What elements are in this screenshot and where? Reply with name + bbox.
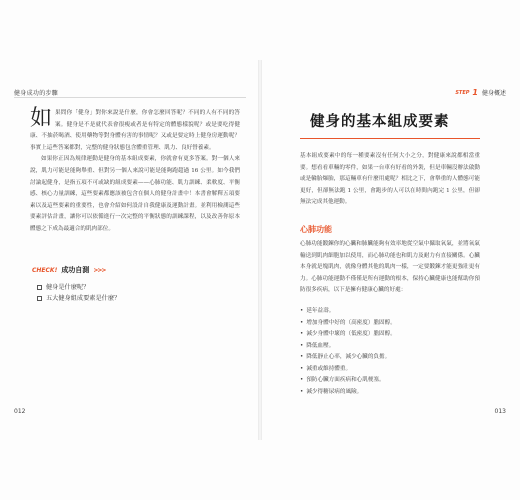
list-item bbox=[300, 352, 480, 364]
check-box bbox=[32, 265, 232, 304]
list-item bbox=[300, 387, 480, 399]
list-item-text: 減少身體中壞的（低密度）膽固醇。 bbox=[306, 331, 396, 337]
paragraph-2: 如果你正因為規律運動是健身的基本組成要素，你就會有更多答案。對一個人來說，肌力可能是能夠舉重、但對另一個人來說可能是能夠跑超過 16 公里。如今我們討論起健身，是指五項不可或缺的組成要素——心肺功能、肌力訓練、柔軟度、平衡感、核心力量訓練，這些要素都應該被包含在個人的健身計畫中！本書會解釋五項要素以及這些要素的重要性，也會介紹如何設計自我健康及運動計畫。並利用檢測這些要素評估計畫，讓你可以依循進行一次完整的平衡狀態的訓練課程，以及改善你原本體態之下成為最適合的肌肉部位。 bbox=[30, 156, 240, 232]
intro-paragraph bbox=[30, 108, 240, 154]
list-item-text: 延年益壽。 bbox=[306, 308, 335, 314]
page-number-right: 013 bbox=[494, 408, 506, 415]
page-number-left: 012 bbox=[14, 408, 26, 415]
check-word: CHECK! bbox=[32, 266, 58, 274]
list-item bbox=[300, 318, 480, 330]
check-item bbox=[37, 282, 232, 293]
checkbox-icon bbox=[37, 296, 42, 301]
running-head-left: 健身成功的步驟 bbox=[14, 90, 59, 97]
drop-cap: 如 bbox=[30, 106, 53, 131]
paragraph-1: 果問你「健身」對你來說是什麼，你會怎麼回答呢？不同的人有不同的答案。健身是不是就代表會很瘦或者是有特定的體態樣貌呢？或是要吃得健康、不抽菸喝酒、使用藥物等對身體有害的事情呢？又或是要定時上健身房運動呢？事實上這些答案都對，完整的健身狀態包含體重管理、肌力、良好營養素。 bbox=[30, 110, 240, 151]
cardio-text: 心肺功能鍛鍊你的心臟和肺臟能夠有效率地從空氣中攝取氧氣，並將氧氣輸送到肌肉細胞加以使用，而心肺功能也和肌力及耐力有直接關係。心臟本身就是塊肌肉，就像身體其他的肌肉一樣，一定要鍛鍊才能更強壯更有力。心肺功能運動不僅僅是所有運動的根本，保持心臟健康也能幫助你預防很多疾病，以下是擁有健康心臟的好處： bbox=[300, 241, 480, 294]
check-item-text: 五大健身組成要素是什麼？ bbox=[46, 295, 121, 302]
section-title: 健身的基本組成要素 bbox=[310, 113, 450, 130]
subsection-title: 心肺功能 bbox=[300, 225, 332, 234]
chevrons-icon: >>> bbox=[93, 266, 106, 274]
checkbox-icon bbox=[37, 285, 42, 290]
left-body-text bbox=[30, 108, 240, 236]
check-title bbox=[32, 265, 232, 275]
list-item bbox=[300, 329, 480, 341]
list-item-text: 預防心臟方面疾病和心肌梗塞。 bbox=[306, 377, 385, 383]
step-word: STEP bbox=[455, 89, 470, 96]
list-item-text: 減重或維持體重。 bbox=[306, 365, 352, 372]
list-item-text: 降低血壓。 bbox=[306, 342, 335, 349]
bullet-icon: • bbox=[300, 365, 304, 372]
step-number: 1 bbox=[472, 88, 478, 97]
check-label: 成功自測 bbox=[61, 266, 90, 274]
list-item-text: 降低靜止心率，減少心臟的負擔。 bbox=[306, 354, 391, 360]
list-item-text: 增加身體中好的（高密度）膽固醇。 bbox=[306, 319, 396, 326]
list-item-text: 減少得糖尿病的風險。 bbox=[306, 388, 363, 395]
bullet-icon: • bbox=[300, 388, 304, 395]
list-item bbox=[300, 341, 480, 353]
running-head-right-text: 健身概述 bbox=[481, 90, 506, 97]
bullet-icon: • bbox=[300, 342, 304, 349]
check-item-text: 健身是什麼呢？ bbox=[46, 284, 90, 291]
check-list bbox=[32, 282, 232, 304]
list-item bbox=[300, 306, 480, 318]
check-item bbox=[37, 293, 232, 304]
list-item bbox=[300, 364, 480, 376]
left-page bbox=[0, 0, 258, 500]
bullet-icon: • bbox=[300, 308, 304, 314]
bullet-icon: • bbox=[300, 319, 304, 326]
bullet-icon: • bbox=[300, 354, 304, 360]
header-rule-left bbox=[14, 97, 246, 98]
running-head-right bbox=[455, 88, 506, 97]
title-rule bbox=[300, 138, 480, 139]
bullet-icon: • bbox=[300, 331, 304, 337]
list-item bbox=[300, 375, 480, 387]
bullet-icon: • bbox=[300, 377, 304, 383]
benefit-list bbox=[300, 306, 480, 398]
intro-text: 基本組成要素中的每一種要素沒有任何大小之分，對健康來說都相當重要。想看看車輛的零件，如果一台車有好看的外裝，但是車輛沒辦法啟動或是輪胎爆胎，那這輛車有什麼用處呢？相比之下，會舉重的人體態可能更好，但卻無法跑 1 公里，會跑步的人可以在時間內跑完 1 公里，但卻無法完成其他運動。 bbox=[300, 153, 480, 206]
